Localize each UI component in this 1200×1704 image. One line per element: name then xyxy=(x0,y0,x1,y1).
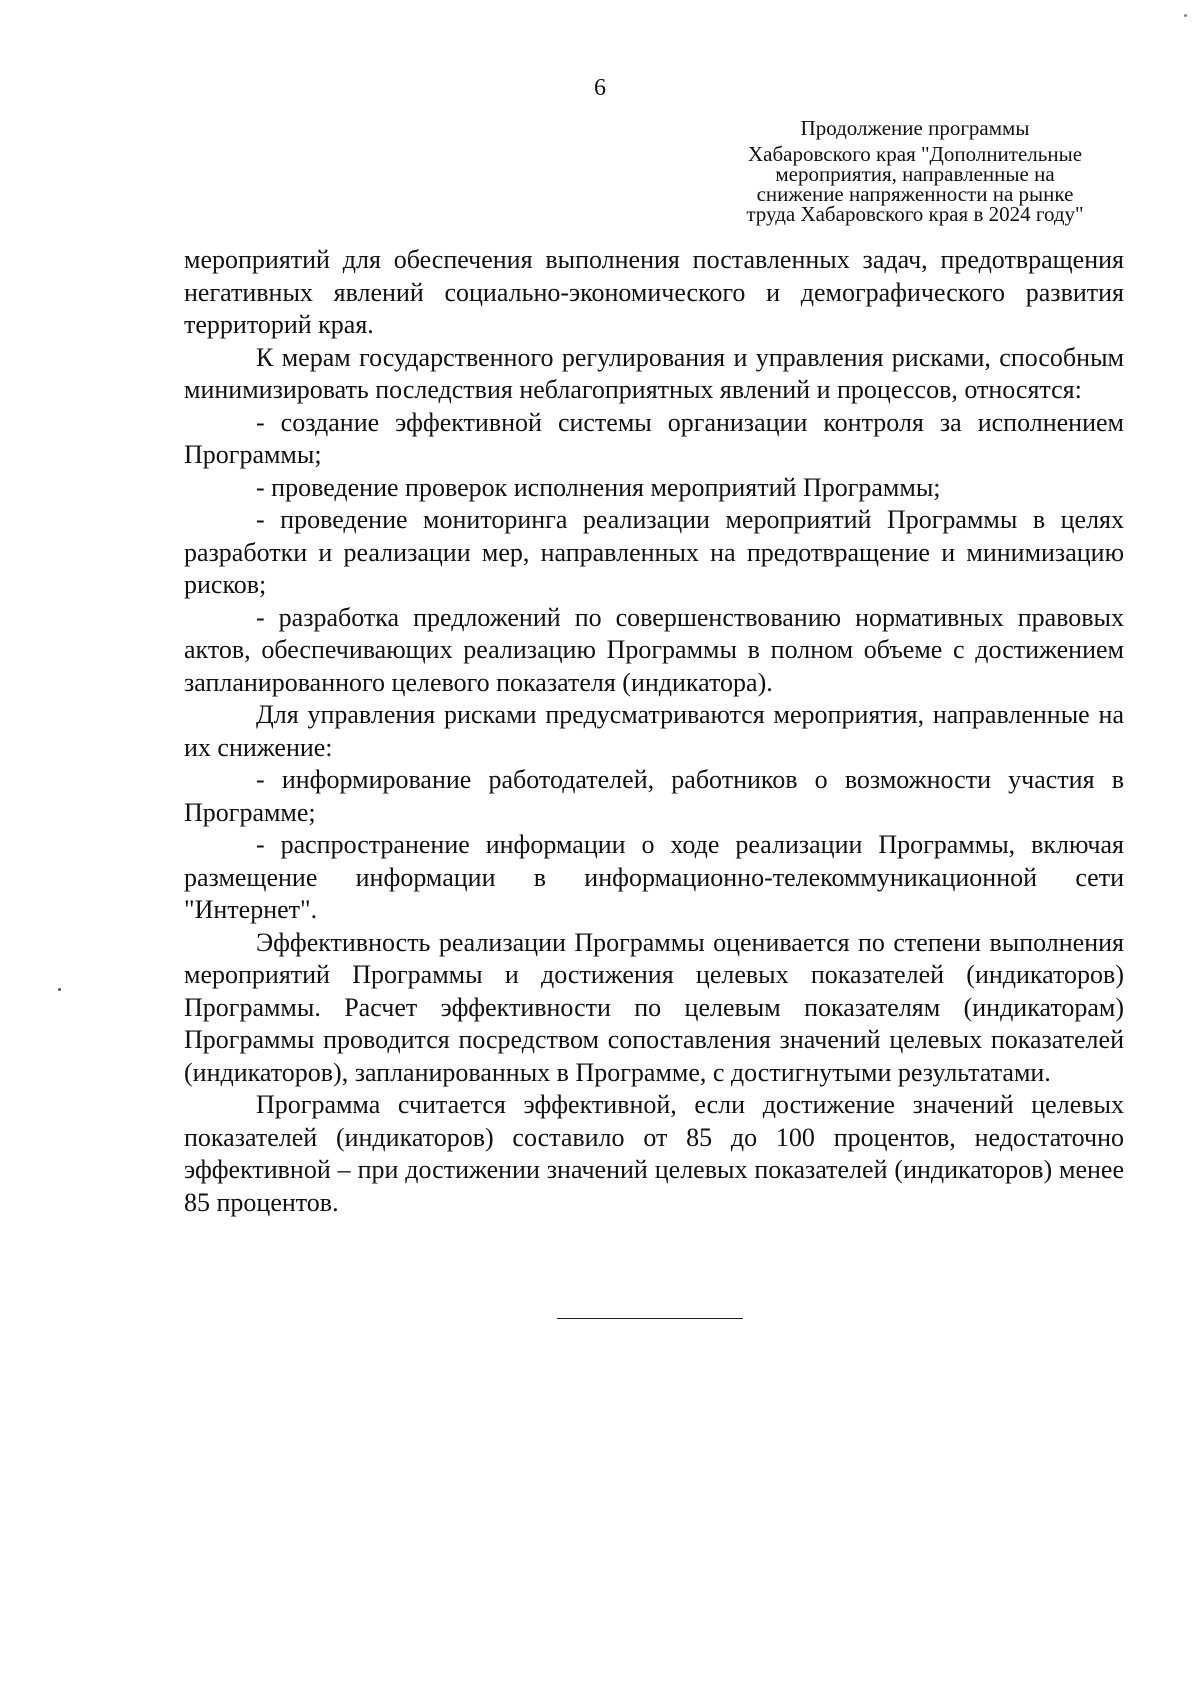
paragraph-effectiveness: Эффективность реализации Программы оценивается по степени выполнения мероприятий Программы и достижения целевых показателей (индикаторов) Программы. Расчет эффективности по целевым показателям (индикаторам) Программы проводится посредством сопоставления значений целевых показателей (индикаторов), запланированных в Программе, с достигнутыми результатами. xyxy=(184,927,1124,1087)
list-item-control-system: - создание эффективной системы организации контроля за исполнением Программы; xyxy=(184,407,1124,469)
continuation-line-5: труда Хабаровского края в 2024 году" xyxy=(746,202,1084,226)
paragraph-continued: мероприятий для обеспечения выполнения поставленных задач, предотвращения негативных явлений социально-экономического и демографического развития территорий края. xyxy=(184,245,1124,339)
scan-speck xyxy=(1184,14,1187,17)
continuation-line-1: Продолжение программы xyxy=(800,116,1030,140)
continuation-line-2: Хабаровского края "Дополнительные xyxy=(747,142,1083,166)
paragraph-risk-reduction-intro: Для управления рисками предусматриваются мероприятия, направленные на их снижение: xyxy=(184,700,1124,762)
end-divider xyxy=(557,1318,743,1319)
body-text xyxy=(184,244,1124,1219)
continuation-line-3: мероприятия, направленные на xyxy=(775,162,1055,186)
continuation-line-4: снижение напряженности на рынке xyxy=(756,182,1074,206)
paragraph-effectiveness-criteria: Программа считается эффективной, если достижение значений целевых показателей (индикаторов) составило от 85 до 100 процентов, недостаточно эффективной – при достижении значений целевых показателей (индикаторов) менее 85 процентов. xyxy=(184,1090,1124,1217)
continuation-header xyxy=(680,118,1150,224)
list-item-monitoring: - проведение мониторинга реализации мероприятий Программы в целях разработки и реализации мер, направленных на предотвращение и минимизацию рисков; xyxy=(184,505,1124,599)
list-item-inspections: - проведение проверок исполнения мероприятий Программы; xyxy=(256,472,941,502)
list-item-informing: - информирование работодателей, работников о возможности участия в Программе; xyxy=(184,765,1124,827)
scan-speck xyxy=(58,988,61,991)
paragraph-risk-measures-intro: К мерам государственного регулирования и управления рисками, способным минимизировать последствия неблагоприятных явлений и процессов, относятся: xyxy=(184,342,1124,404)
list-item-legal-proposals: - разработка предложений по совершенствованию нормативных правовых актов, обеспечивающих реализацию Программы в полном объеме с достижением запланированного целевого показателя (индикатора). xyxy=(184,602,1124,697)
list-item-dissemination: - распространение информации о ходе реализации Программы, включая размещение информации в информационно-телекоммуникационной сети "Интернет". xyxy=(184,830,1124,924)
page-number: 6 xyxy=(594,75,606,101)
